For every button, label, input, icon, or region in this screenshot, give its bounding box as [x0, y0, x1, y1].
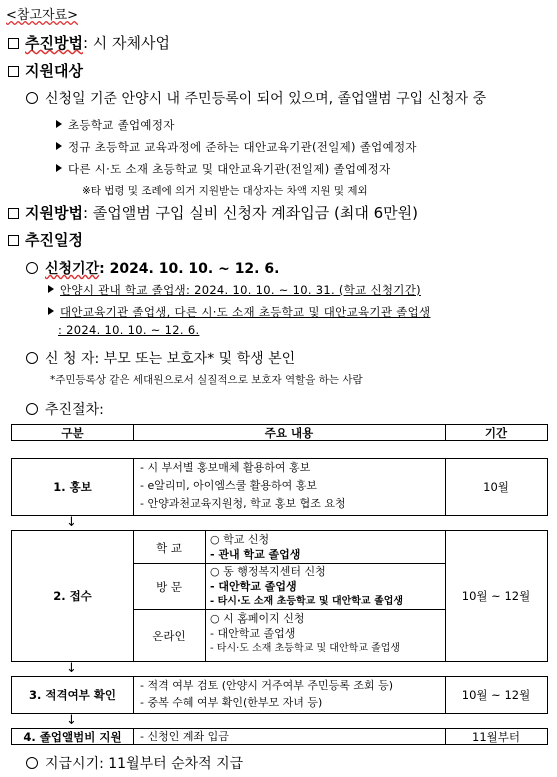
- target-note: ※타 법령 및 조례에 의거 지원받는 대상자는 차액 지원 및 제외: [82, 185, 368, 197]
- row-period: 10월 ~ 12월: [461, 688, 531, 702]
- row-period: 10월: [483, 480, 509, 494]
- row-period: 10월 ~ 12월: [461, 589, 531, 603]
- period-item: 대안교육기관 졸업생, 다른 시·도 소재 초등학교 및 대안교육기관 졸업생: [48, 304, 430, 320]
- down-arrow-icon: ↓: [66, 713, 77, 728]
- row-content: - 시 부서별 홍보매체 활용하여 홍보 - e알리미, 아이엠스쿨 활용하여 홍보 - 안양과천교육지원청, 학교 홍보 협조 요청: [140, 461, 346, 510]
- table-row: [11, 458, 548, 516]
- visit-content: ○ 동 행정복지센터 신청 - 대안학교 졸업생 - 타시·도 소재 초등학교 및 대안학교 졸업생: [210, 565, 404, 607]
- header-period: 기간: [484, 426, 508, 440]
- target-item: 초등학교 졸업예정자: [56, 117, 175, 133]
- circle-bullet-icon: [26, 403, 38, 415]
- header-category: 구분: [61, 426, 84, 440]
- school-content: ○ 학교 신청 - 관내 학교 졸업생: [210, 533, 301, 561]
- circle-bullet-icon: [26, 757, 38, 769]
- table-row: [11, 728, 548, 745]
- section-target: 지원대상: [8, 60, 83, 81]
- payment-timing: 지급시기: 11월부터 순차적 지급: [26, 753, 243, 773]
- period-line: 신청기간: 2024. 10. 10. ~ 12. 6.: [26, 258, 279, 278]
- header-content: 주요 내용: [264, 426, 314, 440]
- target-lead: 신청일 기준 안양시 내 주민등록이 되어 있으며, 졸업앨범 구입 신청자 중: [26, 88, 486, 108]
- section-method: 추진방법: 시 자체사업: [8, 32, 170, 53]
- row-period: 11월부터: [472, 730, 520, 744]
- target-item: 정규 초등학교 교육과정에 준하는 대안교육기관(전일제) 졸업예정자: [56, 139, 417, 155]
- row-label: 1. 홍보: [53, 480, 92, 494]
- down-arrow-icon: ↓: [66, 661, 77, 676]
- channel-school: 학 교: [156, 541, 182, 555]
- row-label: 3. 적격여부 확인: [28, 688, 117, 702]
- period-item: 안양시 관내 학교 졸업생: 2024. 10. 10. ~ 10. 31. (학교 신청기간): [48, 282, 421, 298]
- triangle-bullet-icon: [48, 285, 54, 293]
- triangle-bullet-icon: [56, 164, 62, 172]
- channel-visit: 방 문: [156, 580, 182, 594]
- period-item-date: : 2024. 10. 10. ~ 12. 6.: [58, 323, 200, 337]
- table-row: [11, 676, 548, 714]
- square-bullet-icon: [8, 235, 19, 246]
- circle-bullet-icon: [26, 92, 38, 104]
- row-content: - 적격 여부 검토 (안양시 거주여부 주민등록 조회 등) - 중복 수혜 여부 확인(한부모 자녀 등): [140, 679, 394, 709]
- square-bullet-icon: [8, 66, 19, 77]
- procedure-title: 추진절차:: [26, 399, 104, 419]
- target-item: 다른 시·도 소재 초등학교 및 대안교육기관(전일제) 졸업예정자: [56, 161, 390, 177]
- square-bullet-icon: [8, 208, 19, 219]
- section-support: 지원방법: 졸업앨범 구입 실비 신청자 계좌입금 (최대 6만원): [8, 202, 418, 223]
- applicant-note: *주민등록상 같은 세대원으로서 실질적으로 보호자 역할을 하는 사람: [50, 374, 363, 386]
- row-label: 2. 접수: [53, 589, 92, 603]
- triangle-bullet-icon: [48, 307, 54, 315]
- circle-bullet-icon: [26, 262, 38, 274]
- table-header: [11, 424, 548, 441]
- square-bullet-icon: [8, 38, 19, 49]
- section-schedule: 추진일정: [8, 229, 83, 250]
- circle-bullet-icon: [26, 352, 38, 364]
- reference-label: <참고자료>: [6, 8, 79, 23]
- row-label: 4. 졸업앨범비 지원: [23, 730, 122, 744]
- online-content: ○ 시 홈페이지 신청 - 대안학교 졸업생 - 타시·도 소재 초등학교 및 대안학교 졸업생: [210, 612, 401, 654]
- triangle-bullet-icon: [56, 142, 62, 150]
- down-arrow-icon: ↓: [66, 515, 77, 530]
- channel-online: 온라인: [152, 629, 186, 643]
- triangle-bullet-icon: [56, 120, 62, 128]
- applicant-line: 신 청 자: 부모 또는 보호자* 및 학생 본인: [26, 348, 295, 368]
- table-row: [11, 530, 548, 662]
- row-content: - 신청인 계좌 입금: [140, 730, 229, 743]
